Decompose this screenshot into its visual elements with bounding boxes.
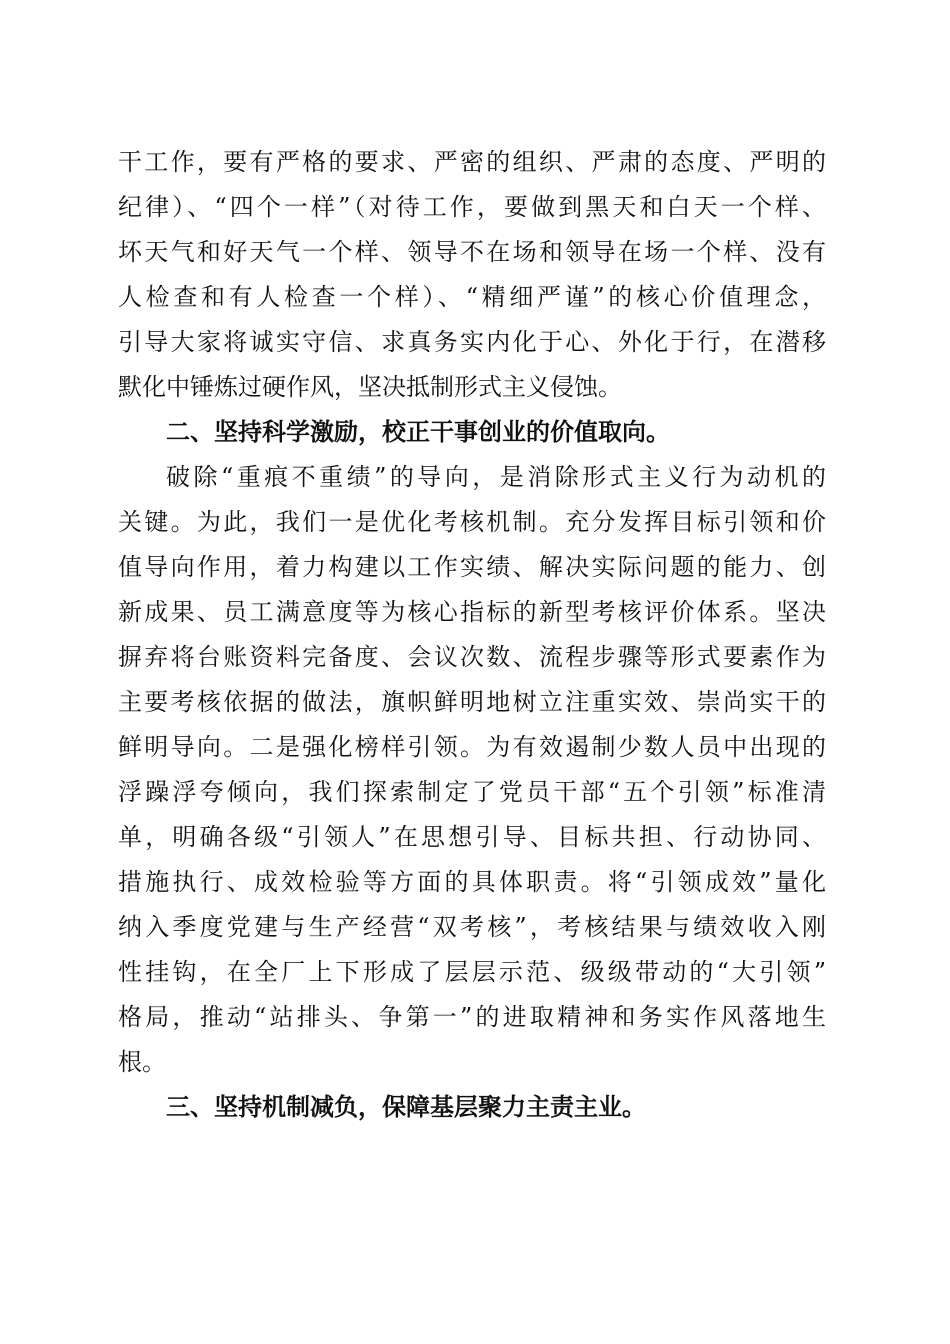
paragraph-line: 人检查和有人检查一个样）、“精细严谨”的核心价值理念， (118, 283, 826, 311)
paragraph-line: 浮躁浮夸倾向，我们探索制定了党员干部“五个引领”标准清 (118, 778, 826, 806)
section-heading: 三、坚持机制减负，保障基层聚力主责主业。 (166, 1093, 646, 1121)
paragraph-line: 纪律）、“四个一样”（对待工作，要做到黑天和白天一个样、 (118, 193, 826, 221)
paragraph-line: 纳入季度党建与生产经营“双考核”，考核结果与绩效收入刚 (118, 913, 826, 941)
paragraph-line: 鲜明导向。二是强化榜样引领。为有效遏制少数人员中出现的 (118, 733, 826, 761)
paragraph-line: 性挂钩，在全厂上下形成了层层示范、级级带动的“大引领” (118, 958, 826, 986)
paragraph-line: 破除“重痕不重绩”的导向，是消除形式主义行为动机的 (166, 463, 826, 491)
paragraph-line: 关键。为此，我们一是优化考核机制。充分发挥目标引领和价 (118, 508, 826, 536)
paragraph-line: 措施执行、成效检验等方面的具体职责。将“引领成效”量化 (118, 868, 826, 896)
paragraph-line: 主要考核依据的做法，旗帜鲜明地树立注重实效、崇尚实干的 (118, 688, 826, 716)
paragraph-line: 引导大家将诚实守信、求真务实内化于心、外化于行，在潜移 (118, 328, 826, 356)
paragraph-line: 新成果、员工满意度等为核心指标的新型考核评价体系。坚决 (118, 598, 826, 626)
paragraph-line: 值导向作用，着力构建以工作实绩、解决实际问题的能力、创 (118, 553, 826, 581)
paragraph-line: 摒弃将台账资料完备度、会议次数、流程步骤等形式要素作为 (118, 643, 826, 671)
paragraph-line: 坏天气和好天气一个样、领导不在场和领导在场一个样、没有 (118, 238, 826, 266)
paragraph-line: 根。 (118, 1048, 166, 1076)
paragraph-line: 默化中锤炼过硬作风，坚决抵制形式主义侵蚀。 (118, 373, 622, 401)
section-heading: 二、坚持科学激励，校正干事创业的价值取向。 (166, 418, 670, 446)
paragraph-line: 干工作，要有严格的要求、严密的组织、严肃的态度、严明的 (118, 148, 826, 176)
paragraph-line: 格局，推动“站排头、争第一”的进取精神和务实作风落地生 (118, 1003, 826, 1031)
paragraph-line: 单，明确各级“引领人”在思想引导、目标共担、行动协同、 (118, 823, 826, 851)
